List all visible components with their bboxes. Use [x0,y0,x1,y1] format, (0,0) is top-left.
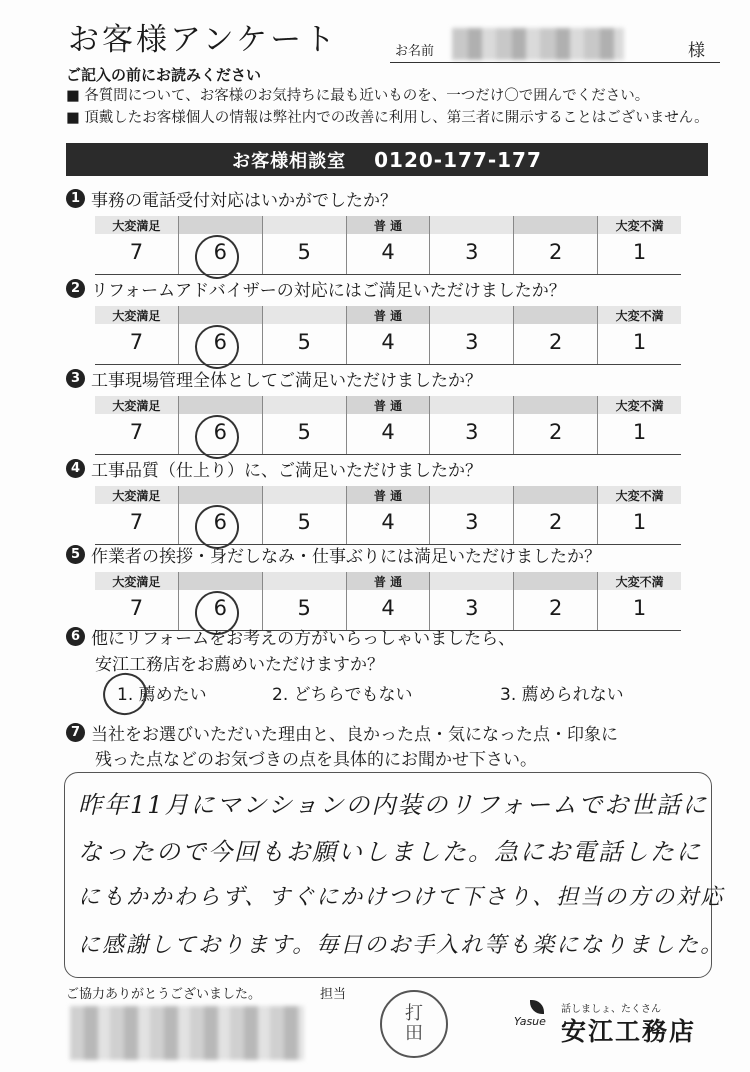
rating-option-3[interactable] [430,396,514,454]
question-text: 当社をお選びいただいた理由と、良かった点・気になった点・印象に [91,725,618,745]
rating-number: 5 [297,420,311,444]
rating-option-5[interactable] [263,486,347,544]
customer-service-banner [66,143,708,176]
rating-scale [95,306,681,365]
rating-number: 1 [632,510,647,534]
scale-header-bar [514,396,597,414]
question-text: 事務の電話受付対応はいかがでしたか？ [91,191,397,211]
rating-option-6[interactable] [179,306,263,364]
scale-header-bar [263,572,346,590]
instruction-line: ■ 頂戴したお客様個人の情報は弊社内での改善に利用し、第三者に開示することはございません。 [66,110,709,126]
rating-number: 6 [213,596,227,620]
rating-number: 1 [632,596,647,620]
rating-number: 4 [381,330,395,354]
question-6 [66,624,515,649]
scale-header-bar [514,486,597,504]
scale-label-high: 大変満足 [112,219,161,233]
scale-header-bar [514,572,597,590]
rating-number: 4 [381,420,395,444]
staff-label: 担当 [320,987,347,1002]
rating-option-1[interactable] [598,396,681,454]
rating-number: 7 [129,330,144,354]
company-logo-name: 安江工務店 [561,1017,697,1046]
logo-script: Yasue [514,1015,546,1028]
rating-option-4[interactable] [347,572,431,630]
rating-number: 1 [632,420,647,444]
scale-header-bar [179,396,262,414]
stamp-char: 田 [405,1023,423,1044]
rating-option-7[interactable] [95,486,179,544]
rating-number: 4 [381,510,395,534]
handwritten-line: 昨年11月にマンションの内装のリフォームでお世話に [78,791,709,819]
rating-option-7[interactable] [95,572,179,630]
question-text: 工事品質（仕上り）に、ご満足いただけましたか？ [91,461,482,481]
rating-option-6[interactable] [179,216,263,274]
banner-label: お客様相談室 [232,150,347,172]
staff-seal-stamp [380,990,448,1058]
rating-scale [95,216,681,275]
scale-label-mid: 普 通 [373,219,403,233]
rating-number: 4 [381,240,395,264]
question-4 [66,456,482,481]
scale-header-bar [514,216,597,234]
handwritten-line: なったので今回もお願いしました。急にお電話したに [78,838,702,866]
question-7 [66,720,618,745]
option-recommend[interactable]: 1. 薦めたい [117,685,207,705]
rating-number: 6 [213,420,227,444]
option-not-recommend[interactable]: 3. 薦められない [500,685,624,705]
question-5 [66,542,601,567]
rating-scale [95,396,681,455]
rating-option-7[interactable] [95,306,179,364]
rating-number: 2 [549,330,563,354]
rating-scale [95,486,681,545]
rating-option-3[interactable] [430,306,514,364]
handwritten-line: に感謝しております。毎日のお手入れ等も楽になりました。 [78,933,725,958]
scale-header-bar [430,396,513,414]
rating-option-6[interactable] [179,396,263,454]
scale-label-mid: 普 通 [373,399,403,413]
rating-number: 1 [632,240,647,264]
scale-header-bar [430,216,513,234]
scale-label-low: 大変不満 [615,489,664,503]
question-2 [66,276,566,301]
scale-label-mid: 普 通 [373,489,403,503]
scale-header-bar [514,306,597,324]
rating-number: 2 [549,240,563,264]
rating-number: 5 [297,240,311,264]
rating-number: 6 [213,240,227,264]
rating-option-6[interactable] [179,572,263,630]
redacted-name [452,28,624,60]
rating-number: 7 [129,240,144,264]
question-number-badge: 7 [66,723,85,742]
rating-number: 3 [465,420,479,444]
scale-header-bar [263,486,346,504]
scale-label-mid: 普 通 [373,575,403,589]
scale-label-low: 大変不満 [615,399,664,413]
honorific-label: 様 [688,41,705,61]
scale-header-bar [263,216,346,234]
scale-header-bar [179,572,262,590]
rating-option-4[interactable] [347,306,431,364]
scale-header-bar [430,572,513,590]
question-number-badge: 1 [66,189,85,208]
rating-option-7[interactable] [95,396,179,454]
scale-header-bar [430,486,513,504]
scale-label-low: 大変不満 [615,575,664,589]
scale-header-bar [263,306,346,324]
rating-number: 7 [129,420,144,444]
question-3 [66,366,482,391]
leaf-logo-icon [530,1000,544,1014]
rating-option-4[interactable] [347,216,431,274]
redacted-address [70,1006,304,1060]
rating-number: 3 [465,596,479,620]
question-number-badge: 5 [66,545,85,564]
rating-number: 2 [549,420,563,444]
rating-number: 6 [213,330,227,354]
rating-option-1[interactable] [598,306,681,364]
question-text: リフォームアドバイザーの対応にはご満足いただけましたか？ [91,281,566,301]
rating-option-5[interactable] [263,572,347,630]
stamp-char: 打 [405,1003,423,1024]
handwritten-line: にもかかわらず、すぐにかけつけて下さり、担当の方の対応 [78,885,725,910]
rating-number: 1 [632,330,647,354]
name-label: お名前 [395,44,435,59]
rating-option-3[interactable] [430,216,514,274]
question-number-badge: 4 [66,459,85,478]
rating-option-7[interactable] [95,216,179,274]
scale-label-low: 大変不満 [615,219,664,233]
rating-option-5[interactable] [263,216,347,274]
survey-title: お客様アンケート [68,22,339,58]
rating-option-3[interactable] [430,486,514,544]
rating-scale [95,572,681,631]
scale-label-high: 大変満足 [112,309,161,323]
rating-number: 7 [129,596,144,620]
instructions-heading: ご記入の前にお読みください [66,66,262,84]
rating-option-1[interactable] [598,572,681,630]
rating-option-6[interactable] [179,486,263,544]
rating-option-2[interactable] [514,396,598,454]
scale-header-bar [179,216,262,234]
instruction-line: ■ 各質問について、お客様のお気持ちに最も近いものを、一つだけ〇で囲んでください。 [66,88,650,104]
question-number-badge: 2 [66,279,85,298]
rating-number: 5 [297,510,311,534]
rating-option-2[interactable] [514,216,598,274]
banner-phone: 0120-177-177 [374,147,542,172]
rating-option-2[interactable] [514,486,598,544]
rating-option-2[interactable] [514,572,598,630]
name-underline [390,62,720,63]
rating-number: 2 [549,510,563,534]
question-7-line2: 残った点などのお気づきの点を具体的にお聞かせ下さい。 [95,750,537,770]
rating-option-3[interactable] [430,572,514,630]
scale-header-bar [179,486,262,504]
rating-option-1[interactable] [598,486,681,544]
question-text: 作業者の挨拶・身だしなみ・仕事ぶりには満足いただけましたか？ [91,547,601,567]
option-neutral[interactable]: 2. どちらでもない [272,685,413,705]
question-6-line2: 安江工務店をお薦めいただけますか？ [95,655,384,675]
question-number-badge: 6 [66,627,85,646]
scale-label-high: 大変満足 [112,575,161,589]
scale-label-high: 大変満足 [112,399,161,413]
rating-number: 6 [213,510,227,534]
scale-label-high: 大変満足 [112,489,161,503]
question-1 [66,186,397,211]
rating-number: 7 [129,510,144,534]
scale-header-bar [263,396,346,414]
scale-label-mid: 普 通 [373,309,403,323]
logo-tagline: 話しましょ、たくさん [561,1004,661,1015]
rating-number: 2 [549,596,563,620]
question-text: 他にリフォームをお考えの方がいらっしゃいましたら、 [91,629,516,649]
selection-circle [98,668,151,720]
scale-label-low: 大変不満 [615,309,664,323]
thanks-text: ご協力ありがとうございました。 [66,987,262,1002]
rating-number: 3 [465,330,479,354]
rating-number: 5 [297,596,311,620]
rating-option-5[interactable] [263,396,347,454]
rating-option-5[interactable] [263,306,347,364]
rating-number: 5 [297,330,311,354]
rating-option-4[interactable] [347,396,431,454]
rating-option-4[interactable] [347,486,431,544]
question-number-badge: 3 [66,369,85,388]
question-text: 工事現場管理全体としてご満足いただけましたか？ [91,371,482,391]
rating-number: 4 [381,596,395,620]
rating-option-2[interactable] [514,306,598,364]
rating-number: 3 [465,510,479,534]
scale-header-bar [179,306,262,324]
rating-option-1[interactable] [598,216,681,274]
scale-header-bar [430,306,513,324]
rating-number: 3 [465,240,479,264]
